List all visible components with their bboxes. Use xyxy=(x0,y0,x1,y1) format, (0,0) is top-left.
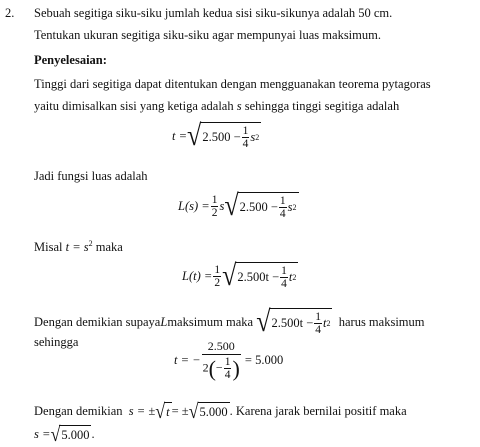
problem-line-2: Tentukan ukuran segitiga siku-siku agar mempunyai luas maksimum. xyxy=(34,28,381,42)
problem-line-1: Sebuah segitiga siku-siku jumlah kedua sisi siku-sikunya adalah 50 cm. xyxy=(34,6,393,20)
equation-area-substituted: L(t) = $\frac{1}{2}$ √ 2.500t − $\frac{1}{4}$ t 2 xyxy=(182,258,297,293)
equation-area-function: L(s) = $\frac{1}{2}$ s √ 2.500 − $\frac{1}{4}$ s 2 xyxy=(178,188,297,223)
equation-vertex: t = − 2.500 2(− $\frac{1}{4}$ ) = 5.000 xyxy=(174,339,284,381)
paragraph-1-line-2: yaitu dimisalkan sisi yang ketiga adalah s sehingga tinggi segitiga adalah xyxy=(34,99,400,113)
final-answer: s = √ 5.000 . xyxy=(34,422,95,446)
paragraph-2: Jadi fungsi luas adalah xyxy=(34,169,148,183)
problem-number: 2. xyxy=(5,6,15,20)
paragraph-1-line-1: Tinggi dari segitiga dapat ditentukan dengan mengguanakan teorema pytagoras xyxy=(34,77,431,91)
paragraph-4-line-1: Dengan demikian supaya L maksimum maka √ 2.500t − $\frac{1}{4}$ t 2 harus maksimum xyxy=(34,304,425,339)
equation-height: t = √ 2.500 − $\frac{1}{4}$ s 2 xyxy=(172,118,260,153)
paragraph-3: Misal $t = s^2$ maka xyxy=(34,238,123,254)
paragraph-4-line-2: sehingga xyxy=(34,335,79,349)
solution-heading: Penyelesaian: xyxy=(34,53,107,67)
paragraph-5: Dengan demikian s = ± √ t = ± √ 5.000 . Karena jarak bernilai positif maka xyxy=(34,399,407,423)
